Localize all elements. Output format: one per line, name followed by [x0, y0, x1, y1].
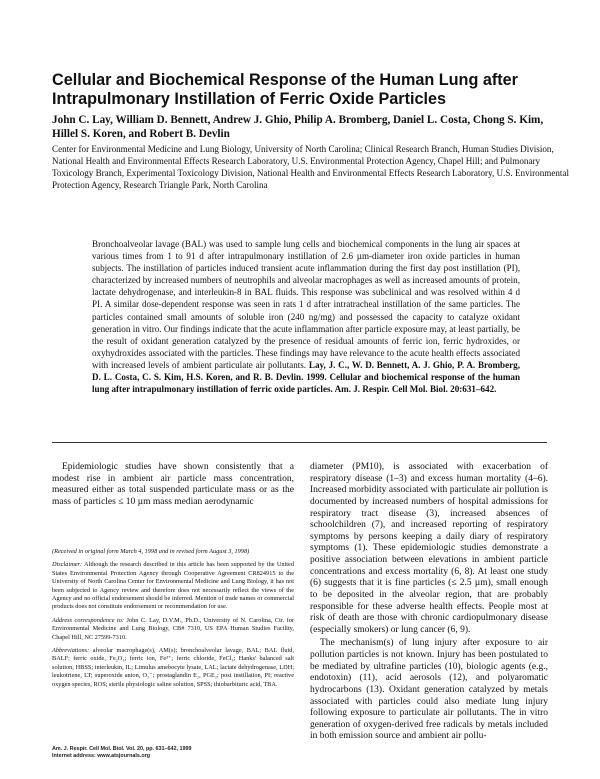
- journal-citation: Am. J. Respir. Cell Mol. Biol. Vol. 20, pp. 631–642, 1999: [52, 746, 192, 752]
- abstract-text: Bronchoalveolar lavage (BAL) was used to sample lung cells and biochemical components in the lung air spaces at various times from 1 to 91 d after intrapulmonary instillation of 2.6 µm-diameter iron oxide particles in human subjects. The instillation of particles induced transient acute inflammation during the first day post instillation (PI), characterized by increased numbers of neutrophils and alveolar macrophages as well as increased amounts of protein, lactate dehydrogenase, and interleukin-8 in BAL fluids. This response was subclinical and was resolved within 4 d PI. A similar dose-dependent response was seen in rats 1 d after intratracheal instillation of the same particles. The particles contained small amounts of soluble iron (240 ng/mg) and possessed the capacity to catalyze oxidant generation in vitro. Our findings indicate that the acute inflammation after particle exposure may, at least partially, be the result of oxidant generation catalyzed by the presence of residual amounts of ferric ion, ferric hydroxides, or oxyhydroxides associated with the particles. These findings may have relevance to the acute health effects associated with increased levels of ambient particulate air pollutants.: [92, 239, 520, 370]
- received-note: (Received in original form March 4, 1998 and in revised form August 3, 1998): [52, 548, 250, 555]
- right-column: [310, 462, 548, 743]
- abbreviations-note: [52, 647, 294, 689]
- abbreviations-label: Abbreviations:: [52, 647, 90, 655]
- author-list: John C. Lay, William D. Bennett, Andrew J. Ghio, Philip A. Bromberg, Daniel L. Costa, Chong S. Kim, Hillel S. Koren, and Robert B. Devlin: [52, 114, 544, 140]
- intro-paragraph: Epidemiologic studies have shown consistently that a modest rise in ambient air particle mass concentration, measured either as total suspended particulate mass or as the mass of particles ≤ 10 µm mass median aerodynamic: [52, 462, 294, 508]
- body-paragraph-1: diameter (PM10), is associated with exacerbation of respiratory disease (1–3) and excess human mortality (4–6). Increased morbidity associated with particulate air pollution is documented by increased numbers of hospital admissions for respiratory tract disease (3), increased absences of schoolchildren (7), and increased reporting of respiratory symptoms by persons keeping a daily diary of respiratory symptoms (1). These epidemiologic studies demonstrate a positive association between elevations in ambient particle concentrations and excess mortality (6, 8). At least one study (6) suggests that it is fine particles (≤ 2.5 µm), small enough to be deposited in the alveolar region, that are probably responsible for these adverse health effects. People most at risk of death are those with chronic cardiopulmonary disease (especially smokers) or lung cancer (6, 9).: [310, 462, 548, 635]
- body-paragraph-2: The mechanism(s) of lung injury after exposure to air pollution particles is not known. Injury has been postulated to be mediated by ultrafine particles (10), biologic agents (e.g., endotoxin) (11), acid aerosols (12), and polyaromatic hydrocarbons (13). Oxidant generation catalyzed by metals associated with particles could also mediate lung injury following exposure to particulate air pollutants. The in vitro generation of oxygen-derived free radicals by metals included in both emission source and ambient air pollu-: [310, 638, 548, 742]
- address-text: John C. Lay, D.V.M., Ph.D., University of N. Carolina, Ctr. for Environmental Medicine and Lung Biology, CB# 7310, US EPA Human Studies Facility, Chapel Hill, NC 27599-7310.: [52, 616, 295, 641]
- article-title: Cellular and Biochemical Response of the Human Lung after Intrapulmonary Instillation of Ferric Oxide Particles: [52, 71, 518, 108]
- disclaimer-text: Although the research described in this article has been supported by the United States Environmental Protection Agency through Cooperative Agreement CR824915 to the University of North Carolina Center for Environmental Medicine and Lung Biology, it has not been subjected to Agency review and therefore does not necessarily reflect the views of the Agency and no official endorsement should be inferred. Mention of trade names or commercial products does not constitute endorsement or recommendation for use.: [52, 561, 294, 611]
- disclaimer-note: [52, 561, 294, 611]
- left-column: [52, 462, 294, 509]
- address-label: Address correspondence to:: [52, 616, 125, 624]
- affiliations: Center for Environmental Medicine and Lung Biology, University of North Carolina; Clinical Research Branch, Human Studies Division, National Health and Environmental Effects Research Laboratory, U.S. Environmental Protection Agency, Chapel Hill; and Pulmonary Toxicology Branch, Experimental Toxicology Division, National Health and Environmental Effects Research Laboratory, U.S. Environmental Protection Agency, Research Triangle Park, North Carolina: [52, 144, 570, 190]
- footnotes: [52, 548, 294, 694]
- disclaimer-label: Disclaimer:: [52, 561, 83, 569]
- abstract-citation: Lay, J. C., W. D. Bennett, A. J. Ghio, P. A. Bromberg, D. L. Costa, C. S. Kim, H.S. Koren, and R. B. Devlin. 1999. Cellular and biochemical response of the human lung after intrapulmonary instillation of ferric oxide particles. Am. J. Respir. Cell Mol. Biol. 20:631–642.: [92, 359, 520, 395]
- abbreviations-text: alveolar macrophage(s), AM(s); bronchoalveolar lavage, BAL; BAL fluid, BALF; ferric oxide, Fe₂O₃; ferric ion, Fe³⁺; ferric chloride, FeCl₃; Hanks' balanced salt solution, HBSS; interleukin, IL; Limulus amebocyte lysate, LAL; lactate dehydrogenase, LDH; leukotriene, LT; superoxide anion, O₂⁻; prostaglandin E₂, PGE₂; post instillation, PI; reactive oxygen species, ROS; sterile physiologic saline solution, SPSS; thiobarbituric acid, TBA.: [52, 647, 294, 688]
- internet-address: Internet address: www.atsjournals.org: [52, 753, 151, 760]
- address-note: [52, 617, 294, 642]
- abstract: [92, 238, 520, 395]
- section-divider: [52, 442, 547, 443]
- journal-footer: [52, 746, 294, 761]
